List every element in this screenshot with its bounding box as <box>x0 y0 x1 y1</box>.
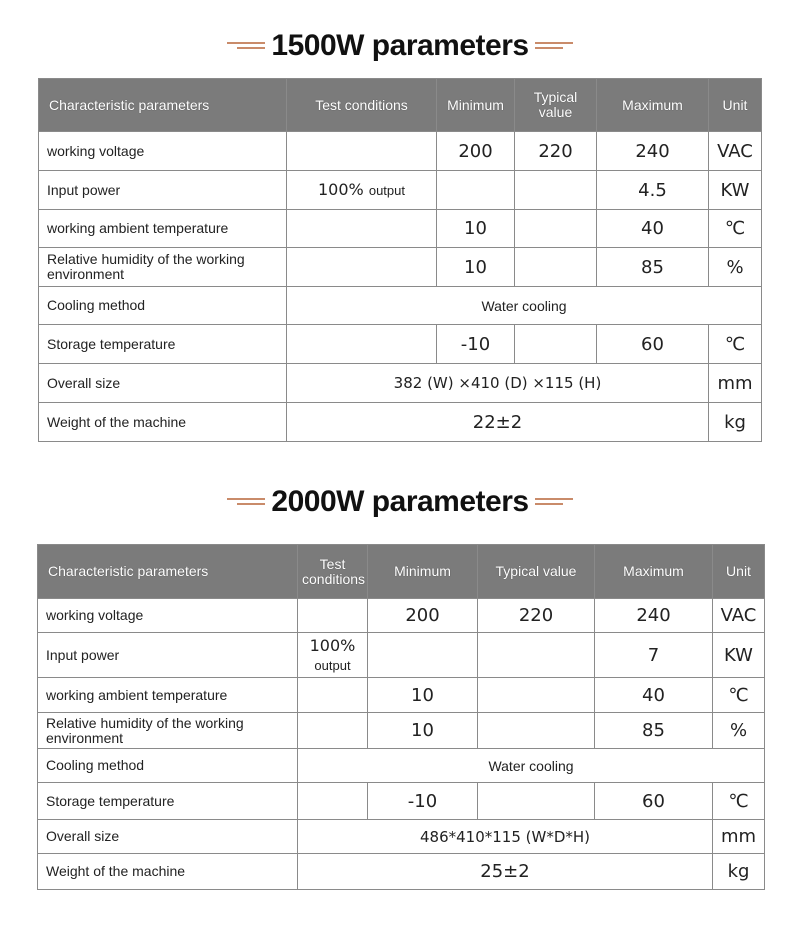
cell-typical <box>515 171 597 210</box>
cell-minimum: 10 <box>437 210 515 248</box>
row-label: Weight of the machine <box>38 854 298 890</box>
cell-unit: % <box>713 713 765 749</box>
cell-minimum: 10 <box>368 713 478 749</box>
title-decoration-left <box>227 497 265 507</box>
cell-typical <box>478 633 595 678</box>
spec-table-2000w <box>37 544 765 890</box>
cell-value: 486*410*115 (W*D*H) <box>298 820 713 854</box>
cell-unit: KW <box>713 633 765 678</box>
table-row <box>39 171 762 210</box>
table-header-row <box>38 545 765 599</box>
table-row <box>38 599 765 633</box>
cell-unit: VAC <box>713 599 765 633</box>
cell-minimum <box>437 171 515 210</box>
row-label: working ambient temperature <box>38 678 298 713</box>
header-maximum: Maximum <box>595 545 713 599</box>
cell-maximum: 40 <box>597 210 709 248</box>
table-row <box>39 287 762 325</box>
table-row <box>39 248 762 287</box>
cell-unit: VAC <box>709 132 762 171</box>
cell-maximum: 4.5 <box>597 171 709 210</box>
cell-typical: 220 <box>478 599 595 633</box>
cell-condition <box>298 783 368 820</box>
cell-unit: KW <box>709 171 762 210</box>
condition-value: 100% <box>309 635 356 655</box>
cell-unit: mm <box>709 364 762 403</box>
header-unit: Unit <box>713 545 765 599</box>
cell-value: Water cooling <box>298 749 765 783</box>
cell-unit: mm <box>713 820 765 854</box>
cell-typical <box>515 248 597 287</box>
row-label: Storage temperature <box>38 783 298 820</box>
row-label: Storage temperature <box>39 325 287 364</box>
table-row <box>39 364 762 403</box>
cell-unit: ℃ <box>709 210 762 248</box>
table-row <box>38 633 765 678</box>
table-row <box>38 749 765 783</box>
header-unit: Unit <box>709 79 762 132</box>
title-text: 1500W parameters <box>271 29 529 63</box>
cell-value: 25±2 <box>298 854 713 890</box>
cell-typical <box>515 210 597 248</box>
cell-condition <box>298 678 368 713</box>
condition-note: output <box>314 657 351 673</box>
cell-condition <box>298 633 368 678</box>
cell-unit: % <box>709 248 762 287</box>
cell-value: Water cooling <box>287 287 762 325</box>
title-decoration-left <box>227 41 265 51</box>
header-characteristic: Characteristic parameters <box>39 79 287 132</box>
row-label: working voltage <box>38 599 298 633</box>
cell-typical <box>515 325 597 364</box>
row-label: Cooling method <box>39 287 287 325</box>
cell-minimum: 10 <box>437 248 515 287</box>
cell-condition <box>298 713 368 749</box>
table-row <box>39 403 762 442</box>
cell-typical: 220 <box>515 132 597 171</box>
cell-condition <box>298 599 368 633</box>
cell-unit: kg <box>709 403 762 442</box>
header-test-conditions: Test conditions <box>298 545 368 599</box>
table-header-row <box>39 79 762 132</box>
cell-maximum: 60 <box>597 325 709 364</box>
cell-maximum: 60 <box>595 783 713 820</box>
condition-value: 100% <box>318 180 364 199</box>
cell-unit: ℃ <box>713 678 765 713</box>
cell-minimum: 200 <box>437 132 515 171</box>
header-minimum: Minimum <box>437 79 515 132</box>
cell-maximum: 240 <box>595 599 713 633</box>
cell-condition <box>287 248 437 287</box>
cell-unit: ℃ <box>713 783 765 820</box>
cell-maximum: 7 <box>595 633 713 678</box>
table-row <box>38 783 765 820</box>
cell-minimum: -10 <box>437 325 515 364</box>
cell-minimum <box>368 633 478 678</box>
row-label: Weight of the machine <box>39 403 287 442</box>
cell-condition <box>287 210 437 248</box>
row-label: Input power <box>39 171 287 210</box>
title-decoration-right <box>535 497 573 507</box>
cell-condition <box>287 171 437 210</box>
row-label: Overall size <box>38 820 298 854</box>
row-label: Cooling method <box>38 749 298 783</box>
header-test-conditions: Test conditions <box>287 79 437 132</box>
table-row <box>38 820 765 854</box>
cell-minimum: 10 <box>368 678 478 713</box>
row-label: Relative humidity of the working environment <box>38 713 298 749</box>
cell-maximum: 85 <box>597 248 709 287</box>
cell-typical <box>478 678 595 713</box>
cell-unit: kg <box>713 854 765 890</box>
header-typical: Typical value <box>515 79 597 132</box>
row-label: Relative humidity of the working environment <box>39 248 287 287</box>
title-decoration-right <box>535 41 573 51</box>
cell-value: 22±2 <box>287 403 709 442</box>
spec-table-1500w <box>38 78 762 442</box>
row-label: working ambient temperature <box>39 210 287 248</box>
cell-minimum: 200 <box>368 599 478 633</box>
row-label: Overall size <box>39 364 287 403</box>
cell-unit: ℃ <box>709 325 762 364</box>
row-label: Input power <box>38 633 298 678</box>
table-row <box>38 854 765 890</box>
header-characteristic: Characteristic parameters <box>38 545 298 599</box>
cell-minimum: -10 <box>368 783 478 820</box>
cell-maximum: 240 <box>597 132 709 171</box>
table-row <box>38 713 765 749</box>
cell-typical <box>478 783 595 820</box>
cell-typical <box>478 713 595 749</box>
title-text: 2000W parameters <box>271 485 529 519</box>
header-maximum: Maximum <box>597 79 709 132</box>
condition-note: output <box>368 183 405 198</box>
cell-condition <box>287 325 437 364</box>
table-row <box>38 678 765 713</box>
table-row <box>39 132 762 171</box>
cell-maximum: 40 <box>595 678 713 713</box>
header-typical: Typical value <box>478 545 595 599</box>
cell-maximum: 85 <box>595 713 713 749</box>
section-title-1500w <box>0 28 800 64</box>
table-row <box>39 325 762 364</box>
table-row <box>39 210 762 248</box>
cell-value: 382 (W) ×410 (D) ×115 (H) <box>287 364 709 403</box>
header-minimum: Minimum <box>368 545 478 599</box>
row-label: working voltage <box>39 132 287 171</box>
section-title-2000w <box>0 484 800 520</box>
cell-condition <box>287 132 437 171</box>
